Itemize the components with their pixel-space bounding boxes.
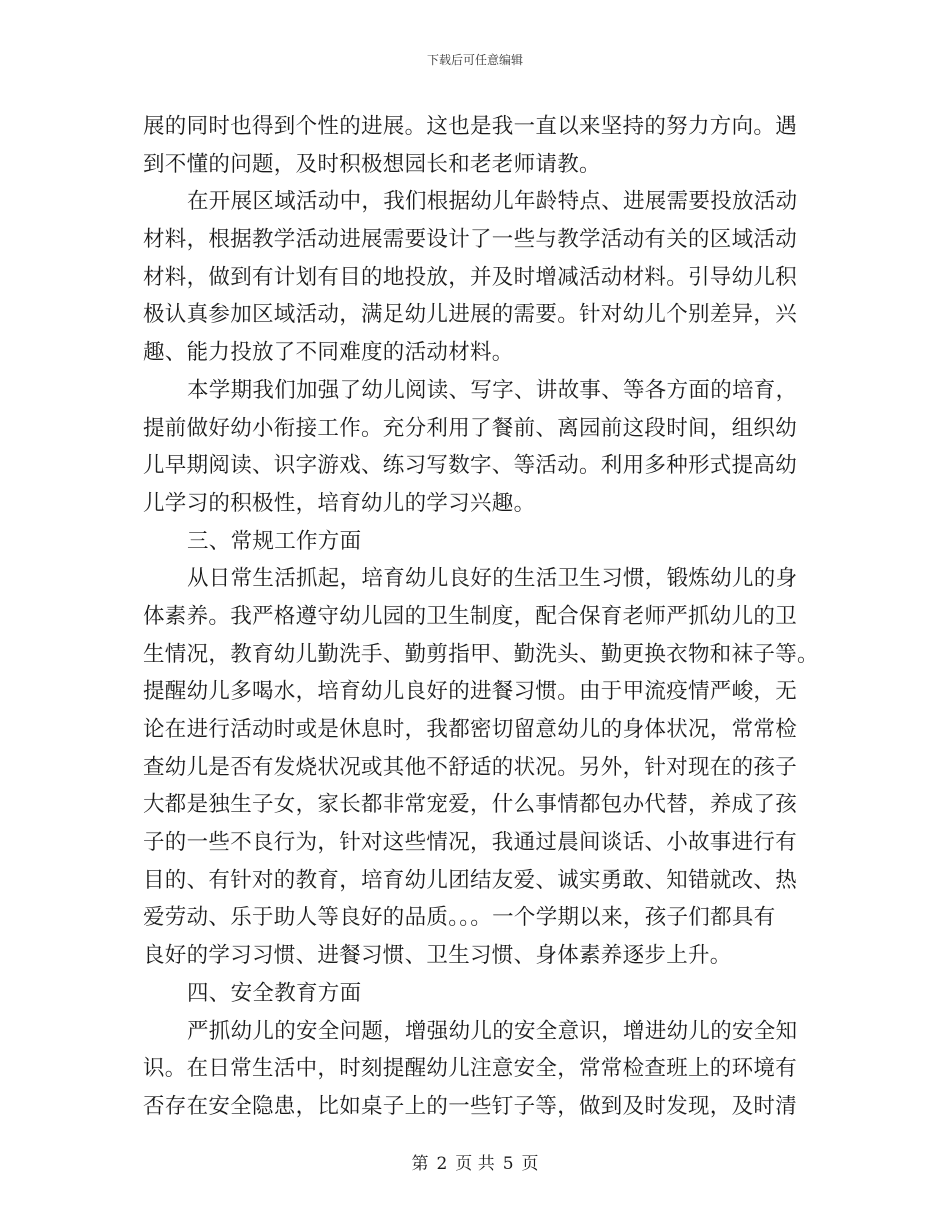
paragraph-line: 识。在日常生活中，时刻提醒幼儿注意安全，常常检查班上的环境有 (143, 1056, 798, 1082)
paragraph-line: 否存在安全隐患，比如桌子上的一些钉子等，做到及时发现，及时清 (143, 1093, 798, 1119)
paragraph-line: 子的一些不良行为，针对这些情况，我通过晨间谈话、小故事进行有 (143, 830, 798, 856)
page-header: 下载后可任意编辑 (426, 53, 523, 67)
paragraph-line: 儿早期阅读、识字游戏、练习写数字、等活动。利用多种形式提高幼 (143, 453, 798, 479)
paragraph-line: 大都是独生子女，家长都非常宠爱，什么事情都包办代替，养成了孩 (143, 792, 798, 818)
paragraph-line: 到不懂的问题，及时积极想园长和老老师请教。 (143, 151, 601, 177)
document-body (143, 108, 819, 1126)
paragraph-line: 提前做好幼小衔接工作。充分利用了餐前、离园前这段时间，组织幼 (143, 415, 798, 441)
paragraph-line: 爱劳动、乐于助人等良好的品质。。。一个学期以来，孩子们都具有 (143, 905, 776, 931)
paragraph-line: 生情况，教育幼儿勤洗手、勤剪指甲、勤洗头、勤更换衣物和袜子等。 (143, 641, 819, 667)
total-pages-number: 5 (502, 1154, 514, 1174)
paragraph-line: 体素养。我严格遵守幼儿园的卫生制度，配合保育老师严抓幼儿的卫 (143, 603, 798, 629)
paragraph-line: 严抓幼儿的安全问题，增强幼儿的安全意识，增进幼儿的安全知 (187, 1018, 798, 1044)
footer-mid: 页 共 (455, 1154, 495, 1174)
footer-suffix: 页 (521, 1154, 539, 1174)
paragraph-line: 展的同时也得到个性的进展。这也是我一直以来坚持的努力方向。遇 (143, 114, 798, 139)
footer-prefix: 第 (411, 1154, 429, 1174)
paragraph-line: 从日常生活抓起，培育幼儿良好的生活卫生习惯，锻炼幼儿的身 (187, 566, 798, 592)
paragraph-line: 趣、能力投放了不同难度的活动材料。 (143, 340, 514, 366)
paragraph-line: 论在进行活动时或是休息时，我都密切留意幼儿的身体状况，常常检 (143, 717, 798, 742)
paragraph-line: 本学期我们加强了幼儿阅读、写字、讲故事、等各方面的培育， (187, 377, 798, 403)
paragraph-line: 材料，做到有计划有目的地投放，并及时增减活动材料。引导幼儿积 (143, 264, 798, 290)
paragraph-line: 儿学习的积极性，培育幼儿的学习兴趣。 (143, 490, 536, 516)
paragraph-line: 在开展区域活动中，我们根据幼儿年龄特点、进展需要投放活动 (187, 189, 798, 215)
paragraph-line: 良好的学习习惯、进餐习惯、卫生习惯、身体素养逐步上升。 (143, 943, 732, 969)
paragraph-line: 提醒幼儿多喝水，培育幼儿良好的进餐习惯。由于甲流疫情严峻，无 (143, 679, 798, 705)
section-heading: 四、安全教育方面 (187, 980, 362, 1006)
paragraph-line: 极认真参加区域活动，满足幼儿进展的需要。针对幼儿个别差异，兴 (143, 302, 798, 328)
paragraph-line: 查幼儿是否有发烧状况或其他不舒适的状况。另外，针对现在的孩子 (143, 754, 798, 780)
paragraph-line: 目的、有针对的教育，培育幼儿团结友爱、诚实勇敢、知错就改、热 (143, 867, 798, 893)
page-footer (0, 1153, 950, 1175)
paragraph-line: 材料，根据教学活动进展需要设计了一些与教学活动有关的区域活动 (143, 227, 798, 253)
section-heading: 三、常规工作方面 (187, 528, 362, 554)
current-page-number: 2 (436, 1154, 448, 1174)
